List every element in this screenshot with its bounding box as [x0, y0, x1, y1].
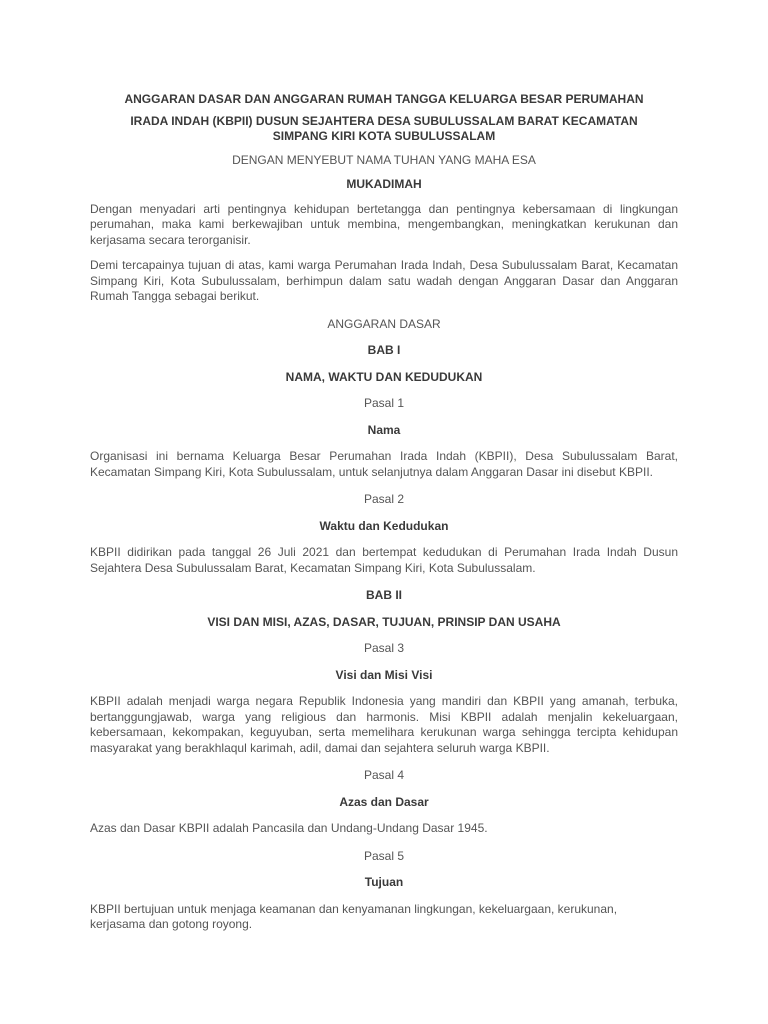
mukadimah-paragraph-1: Dengan menyadari arti pentingnya kehidupan bertetangga dan pentingnya kebersamaan di lingkungan perumahan, maka kami berkewajiban untuk membina, mengembangkan, meningkatkan kerukunan dan kerjasama secara terorganisir.: [90, 201, 678, 247]
pasal1-text: Organisasi ini bernama Keluarga Besar Perumahan Irada Indah (KBPII), Desa Subulussalam Barat, Kecamatan Simpang Kiri, Kota Subulussalam, untuk selanjutnya dalam Anggaran Dasar ini disebut KBPII.: [90, 449, 678, 479]
pasal4-label: Pasal 4: [363, 768, 405, 782]
pasal4-title: Azas dan Dasar: [339, 794, 429, 809]
document-title-line1: ANGGARAN DASAR DAN ANGGARAN RUMAH TANGGA KELUARGA BESAR PERUMAHAN: [124, 92, 644, 106]
pasal3-label: Pasal 3: [363, 641, 405, 655]
pasal2-title: Waktu dan Kedudukan: [319, 518, 449, 533]
pasal1-title: Nama: [367, 422, 401, 437]
pasal5-label: Pasal 5: [363, 848, 405, 863]
pasal3-title: Visi dan Misi Visi: [335, 667, 433, 682]
pasal1-label: Pasal 1: [363, 396, 405, 410]
pasal5-text: KBPII bertujuan untuk menjaga keamanan dan kenyamanan lingkungan, kekeluargaan, kerukunan, kerjasama dan gotong royong.: [90, 901, 618, 931]
bab1-label: BAB I: [367, 343, 401, 357]
mukadimah-paragraph-2: Demi tercapainya tujuan di atas, kami warga Perumahan Irada Indah, Desa Subulussalam Barat, Kecamatan Simpang Kiri, Kota Subulussalam, berhimpun dalam satu wadah dengan Anggaran Dasar dan Anggaran Rumah Tangga sebagai berikut.: [90, 258, 678, 303]
document-title-line2: IRADA INDAH (KBPII) DUSUN SEJAHTERA DESA SUBULUSSALAM BARAT KECAMATAN SIMPANG KIRI KOTA SUBULUSSALAM: [130, 113, 638, 143]
pasal5-title: Tujuan: [364, 875, 404, 889]
pasal2-label: Pasal 2: [363, 492, 405, 506]
document-page: [90, 92, 678, 943]
pasal4-text: Azas dan Dasar KBPII adalah Pancasila dan Undang-Undang Dasar 1945.: [90, 821, 488, 835]
invocation-text: DENGAN MENYEBUT NAMA TUHAN YANG MAHA ESA: [232, 152, 536, 167]
bab2-title: VISI DAN MISI, AZAS, DASAR, TUJUAN, PRINSIP DAN USAHA: [207, 614, 561, 629]
pasal3-text: KBPII adalah menjadi warga negara Republik Indonesia yang mandiri dan KBPII yang amanah, terbuka, bertanggungjawab, warga yang religious dan harmonis. Misi KBPII adalah menjalin kekeluargaan, kebersamaan, kekompakan, keguyuban, serta memelihara kerukunan warga sehingga tercipta kehidupan masyarakat yang berakhlaqul karimah, adil, damai dan sejahtera seluruh warga KBPII.: [90, 694, 678, 755]
pasal2-text: KBPII didirikan pada tanggal 26 Juli 2021 dan bertempat kedudukan di Perumahan Irada Indah Dusun Sejahtera Desa Subulussalam Barat, Kecamatan Simpang Kiri, Kota Subulussalam.: [90, 545, 678, 575]
bab2-label: BAB II: [366, 588, 402, 602]
anggaran-dasar-heading: ANGGARAN DASAR: [327, 316, 441, 331]
bab1-title: NAMA, WAKTU DAN KEDUDUKAN: [285, 369, 483, 384]
mukadimah-heading: MUKADIMAH: [346, 177, 422, 191]
